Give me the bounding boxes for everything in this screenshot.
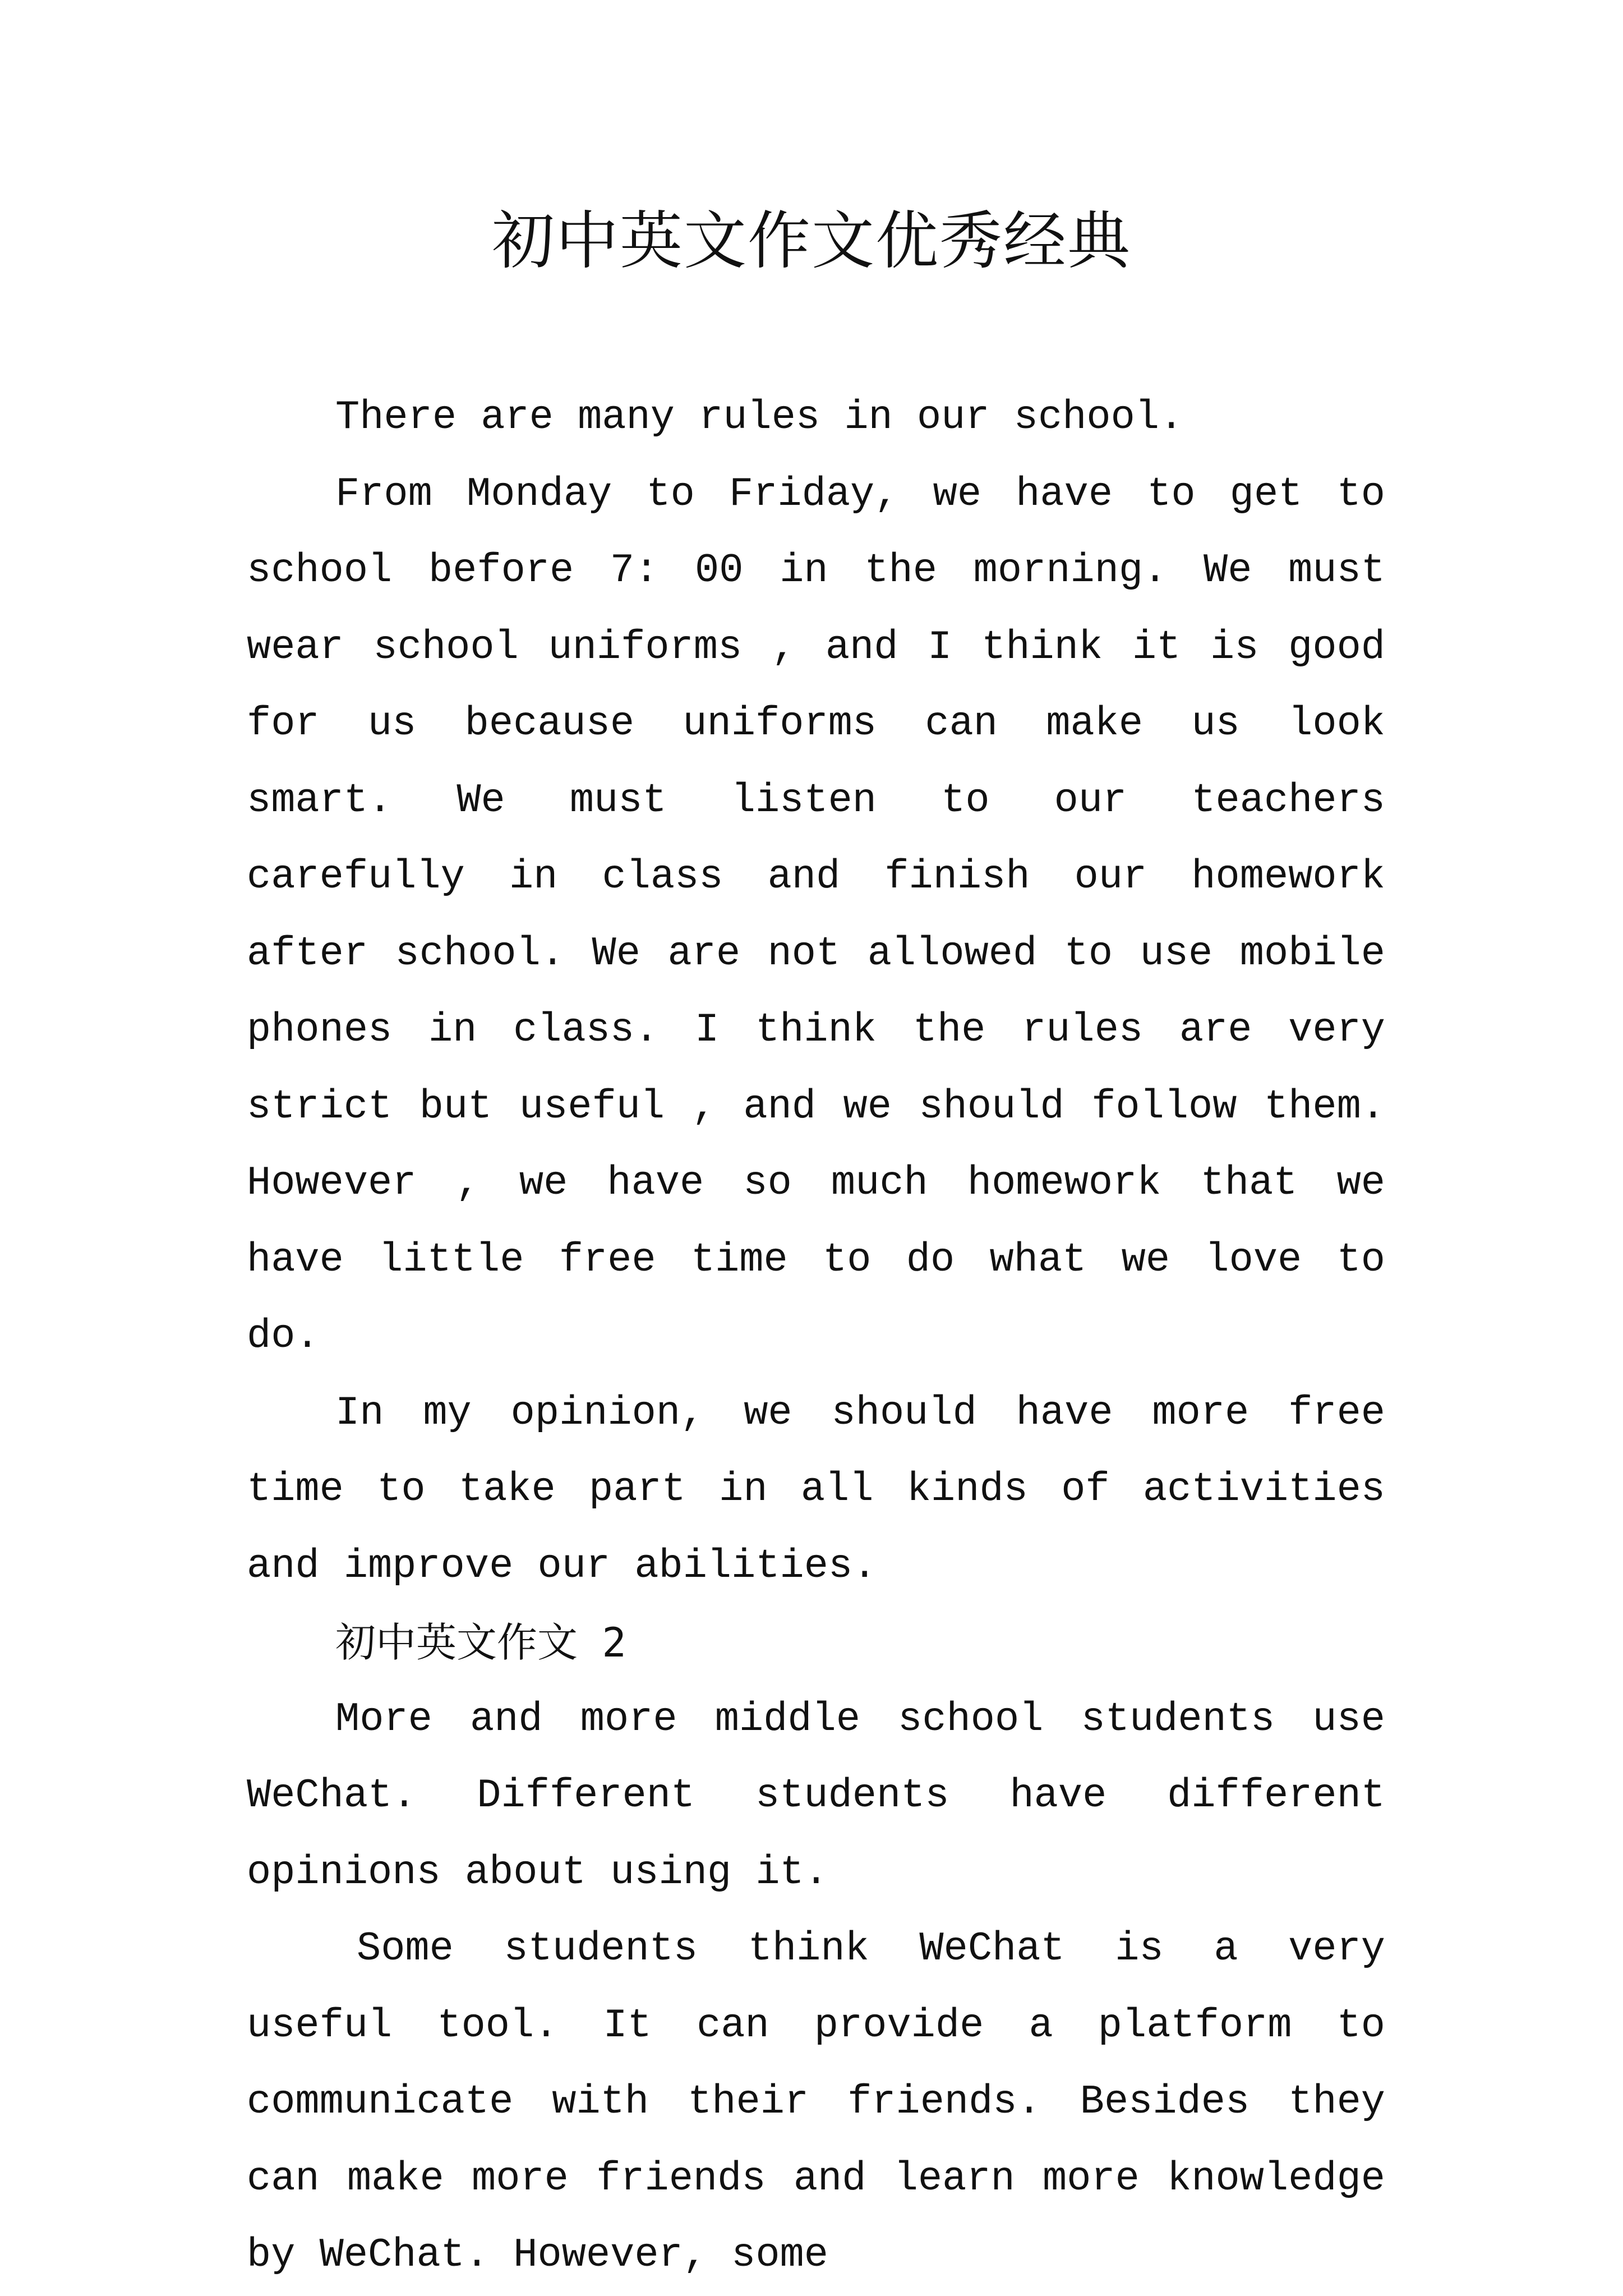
document-title: 初中英文作文优秀经典 [492,205,1131,278]
essay-2-heading: 初中英文作文 2 [335,1619,626,1666]
paragraph-opinion: In my opinion, we should have more free time to take part in all kinds of activities and improve our abilities. [247,1389,1385,1589]
paragraph-wechat-intro: More and more middle school students use WeChat. Different students have different opinions about using it. [247,1696,1385,1895]
paragraph-intro: There are many rules in our school. [335,394,1184,440]
paragraph-school-rules: From Monday to Friday, we have to get to school before 7: 00 in the morning. We must wear school uniforms , and I think it is good for us because uniforms can make us look smart. We must listen to our teachers carefully in class and finish our homework after school. We are not allowed to use mobile phones in class. I think the rules are very strict but useful , and we should follow them. However , we have so much homework that we have little free time to do what we love to do. [247,471,1385,1359]
document-body [247,379,1385,2294]
paragraph-wechat-useful: Some students think WeChat is a very useful tool. It can provide a platform to communicate with their friends. Besides they can make more friends and learn more knowledge by WeChat. However, some [247,1926,1385,2278]
